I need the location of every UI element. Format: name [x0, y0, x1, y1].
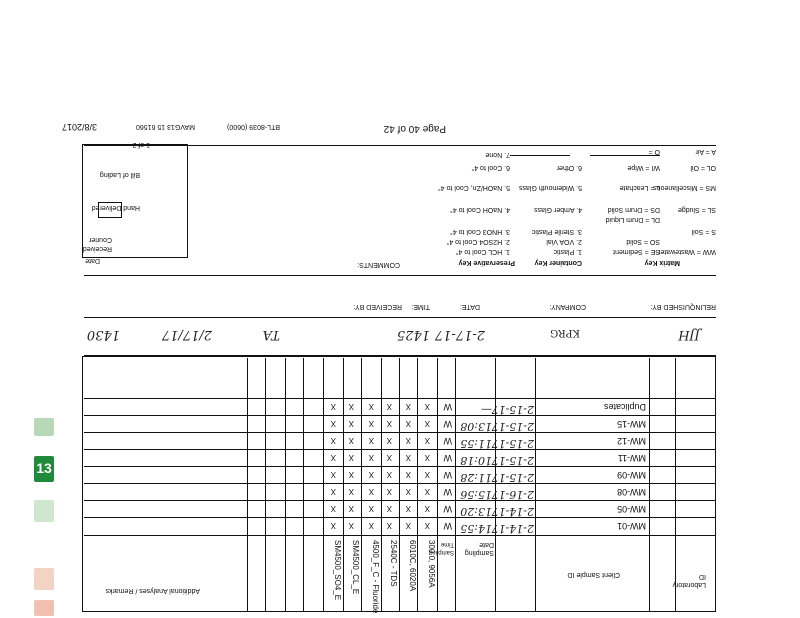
company-label: COMPANY:	[549, 303, 586, 310]
row-date[interactable]: 2-16-17	[491, 488, 534, 501]
analysis-mark[interactable]: X	[386, 487, 392, 496]
analysis-mark[interactable]: X	[386, 504, 392, 513]
analysis-mark[interactable]: X	[386, 436, 392, 445]
row-matrix: W	[443, 487, 452, 497]
matrix-item: DL = Drum Liquid	[605, 216, 660, 223]
analysis-header: 4500_F_C - Fluoride	[371, 540, 380, 614]
analysis-mark[interactable]: X	[330, 453, 336, 462]
relinquish-time-value[interactable]: 1425	[396, 327, 430, 342]
row-divider	[84, 500, 716, 501]
right-label-courier: Courier	[89, 236, 112, 243]
company-value[interactable]: KPRG	[550, 327, 580, 338]
analysis-mark[interactable]: X	[348, 470, 354, 479]
analysis-mark[interactable]: X	[348, 419, 354, 428]
analysis-mark[interactable]: X	[405, 419, 411, 428]
container-item: 3. Sterile Plastic	[531, 228, 582, 235]
col-line	[417, 358, 418, 612]
matrix-item: MS = Miscellaneous	[653, 184, 716, 191]
analysis-header: 2540C - TDS	[389, 540, 398, 587]
col-line	[399, 358, 400, 612]
preservative-item: 4. NaOH Cool to 4°	[450, 206, 510, 213]
row-client-id[interactable]: MW-08	[617, 487, 646, 497]
col-line	[455, 358, 456, 612]
analysis-mark[interactable]: X	[405, 470, 411, 479]
container-item: 2. VOA Vial	[546, 238, 582, 245]
doc-date: 3/8/2017	[61, 122, 97, 132]
analysis-mark[interactable]: X	[330, 436, 336, 445]
time-label: TIME:	[411, 303, 430, 310]
col-line	[361, 358, 362, 612]
matrix-item: OL = Oil	[690, 164, 716, 171]
preservative-item: 3. HNO3 Cool to 4°	[450, 228, 510, 235]
col-line	[285, 358, 286, 612]
row-divider	[84, 415, 716, 416]
analysis-mark[interactable]: X	[348, 504, 354, 513]
col-line	[265, 358, 266, 612]
row-time[interactable]: 11:55	[460, 437, 492, 450]
analysis-mark[interactable]: X	[348, 453, 354, 462]
date-label: DATE:	[459, 303, 480, 310]
analysis-mark[interactable]: X	[424, 453, 430, 462]
row-client-id[interactable]: MW-05	[617, 504, 646, 514]
row-date[interactable]: 2-15-17	[491, 471, 534, 484]
container-item: 5. Widemouth Glass	[518, 184, 582, 191]
row-divider	[84, 398, 716, 399]
container-item: 4. Amber Glass	[534, 206, 582, 213]
matrix-item: SL = Sludge	[677, 206, 716, 213]
right-label-received: Received	[82, 245, 112, 252]
preservative-title: Preservative Key	[458, 259, 515, 266]
row-date[interactable]: 2-15-17	[491, 420, 534, 433]
col-line	[495, 358, 496, 612]
analysis-mark[interactable]: X	[368, 470, 374, 479]
row-date[interactable]: 2-14-17	[491, 522, 534, 535]
preservative-item: 5. NaOH/Zn, Cool to 4°	[437, 184, 510, 191]
row-date[interactable]: 2-14-17	[491, 505, 534, 518]
matrix-item: SO = Solid	[626, 238, 660, 245]
preservative-item: 7. None	[485, 151, 510, 158]
analysis-mark[interactable]: X	[405, 487, 411, 496]
table-header-line	[84, 535, 716, 536]
col-line	[437, 358, 438, 612]
col-line	[381, 358, 382, 612]
analysis-mark[interactable]: X	[368, 504, 374, 513]
row-client-id[interactable]: MW-15	[617, 419, 646, 429]
col-line	[247, 358, 248, 612]
right-label-date: Date	[85, 257, 100, 264]
row-client-id[interactable]: Duplicates	[603, 402, 646, 412]
analysis-header: SM4500_CL_E	[351, 540, 360, 595]
col-time: Sampling Time	[428, 541, 454, 555]
matrix-item: S = Soil	[691, 228, 716, 235]
row-client-id[interactable]: MW-12	[617, 436, 646, 446]
row-time[interactable]: 13:08	[460, 420, 492, 433]
analysis-mark[interactable]: X	[405, 521, 411, 530]
right-label-hand: Hand Delivered	[91, 204, 140, 211]
analysis-mark[interactable]: X	[348, 487, 354, 496]
row-matrix: W	[443, 402, 452, 412]
relinquish-date-value[interactable]: 2-17-17	[434, 327, 485, 342]
row-divider	[84, 466, 716, 467]
analysis-mark[interactable]: X	[330, 470, 336, 479]
col-date: Sampling Date	[464, 541, 494, 556]
side-tab-number[interactable]: 13	[34, 456, 54, 482]
matrix-item: L = Leachate	[619, 184, 660, 191]
right-label-bill: Bill of Lading	[99, 171, 140, 178]
col-lab-id: Laboratory ID	[672, 573, 706, 588]
analysis-mark[interactable]: X	[405, 436, 411, 445]
analysis-mark[interactable]: X	[424, 470, 430, 479]
matrix-item: DS = Drum Solid	[607, 206, 660, 213]
row-time[interactable]: 10:18	[460, 454, 492, 467]
analysis-mark[interactable]: X	[368, 436, 374, 445]
analysis-mark[interactable]: X	[386, 521, 392, 530]
row-client-id[interactable]: MW-09	[617, 470, 646, 480]
row-matrix: W	[443, 521, 452, 531]
analysis-mark[interactable]: X	[330, 521, 336, 530]
row-divider	[84, 449, 716, 450]
row-date[interactable]: 2-15-17	[491, 403, 534, 416]
analysis-mark[interactable]: X	[386, 402, 392, 411]
row-date[interactable]: 2-15-17	[491, 454, 534, 467]
received-time-value[interactable]: 1430	[86, 327, 120, 342]
container-item: 1. Plastic	[553, 248, 582, 255]
preservative-item: 6. Cool to 4°	[471, 164, 510, 171]
row-time[interactable]: —	[481, 403, 492, 416]
container-title: Container Key	[534, 259, 582, 266]
received-company-value[interactable]: TA	[262, 327, 280, 342]
custody-top-line	[84, 275, 716, 276]
matrix-item: O =	[648, 148, 660, 155]
row-time[interactable]: 14:55	[460, 522, 492, 535]
analysis-mark[interactable]: X	[424, 504, 430, 513]
row-time[interactable]: 13:20	[460, 505, 492, 518]
analysis-mark[interactable]: X	[386, 470, 392, 479]
analysis-mark[interactable]: X	[424, 521, 430, 530]
analysis-mark[interactable]: X	[368, 521, 374, 530]
analysis-mark[interactable]: X	[368, 453, 374, 462]
custody-mid-line	[84, 317, 716, 318]
col-line	[323, 358, 324, 612]
row-divider	[84, 483, 716, 484]
analysis-mark[interactable]: X	[405, 504, 411, 513]
analysis-mark[interactable]: X	[424, 402, 430, 411]
col-line	[675, 358, 676, 612]
col-line	[303, 358, 304, 612]
doc-id: MAVG13 15 61560	[135, 123, 195, 130]
row-divider	[84, 517, 716, 518]
col-client-id: Client Sample ID	[567, 571, 620, 578]
row-matrix: W	[443, 470, 452, 480]
hand-delivered-checkbox[interactable]	[98, 202, 122, 218]
received-label: RECEIVED BY:	[353, 303, 402, 310]
matrix-item: A = Air	[695, 148, 716, 155]
analysis-mark[interactable]: X	[368, 402, 374, 411]
row-date[interactable]: 2-15-17	[491, 437, 534, 450]
analysis-mark[interactable]: X	[405, 402, 411, 411]
analysis-mark[interactable]: X	[330, 504, 336, 513]
analysis-mark[interactable]: X	[386, 453, 392, 462]
analysis-mark[interactable]: X	[368, 487, 374, 496]
preservative-item: 1. HCL Cool to 4°	[455, 248, 510, 255]
analysis-mark[interactable]: X	[348, 402, 354, 411]
col-remarks: Additional Analyses / Remarks	[105, 587, 200, 594]
row-matrix: W	[443, 504, 452, 514]
col-line	[343, 358, 344, 612]
analysis-header: 300.0, 9056A	[427, 540, 436, 588]
matrix-underline	[590, 155, 660, 156]
row-client-id[interactable]: MW-01	[617, 521, 646, 531]
matrix-title: Matrix Key	[644, 259, 680, 266]
col-line	[649, 358, 650, 612]
container-item: 6. Other	[556, 164, 582, 171]
analysis-header: 6010C, 6020A	[408, 540, 417, 592]
analysis-mark[interactable]: X	[348, 521, 354, 530]
analysis-mark[interactable]: X	[348, 436, 354, 445]
page-number: Page 40 of 42	[383, 123, 446, 134]
row-time[interactable]: 11:28	[460, 471, 492, 484]
row-client-id[interactable]: MW-11	[617, 453, 646, 463]
analysis-header: SM4500_SO4_E	[333, 540, 342, 601]
row-matrix: W	[443, 436, 452, 446]
container-underline	[510, 155, 570, 156]
row-divider	[84, 432, 716, 433]
row-matrix: W	[443, 453, 452, 463]
analysis-mark[interactable]: X	[368, 419, 374, 428]
analysis-mark[interactable]: X	[424, 487, 430, 496]
comments-label: COMMENTS:	[357, 261, 400, 268]
relinquished-label: RELINQUISHED BY:	[650, 303, 716, 310]
sheet-number: 1 of 2	[132, 141, 150, 148]
received-date-value[interactable]: 2/17/17	[161, 327, 212, 342]
analysis-mark[interactable]: X	[330, 487, 336, 496]
form-number: BTL-8039 (0600)	[227, 123, 280, 130]
row-time[interactable]: 15:56	[460, 488, 492, 501]
analysis-mark[interactable]: X	[330, 419, 336, 428]
analysis-mark[interactable]: X	[424, 436, 430, 445]
matrix-item: WW = Wastewater	[658, 248, 716, 255]
matrix-item: SE = Sediment	[613, 248, 660, 255]
col-line	[535, 358, 536, 612]
analysis-mark[interactable]: X	[386, 419, 392, 428]
analysis-mark[interactable]: X	[424, 419, 430, 428]
analysis-mark[interactable]: X	[330, 402, 336, 411]
matrix-item: WI = Wipe	[627, 164, 660, 171]
row-matrix: W	[443, 419, 452, 429]
analysis-mark[interactable]: X	[405, 453, 411, 462]
preservative-item: 2. H2SO4 Cool to 4°	[446, 238, 510, 245]
relinquished-by-value[interactable]: JJH	[678, 327, 700, 342]
